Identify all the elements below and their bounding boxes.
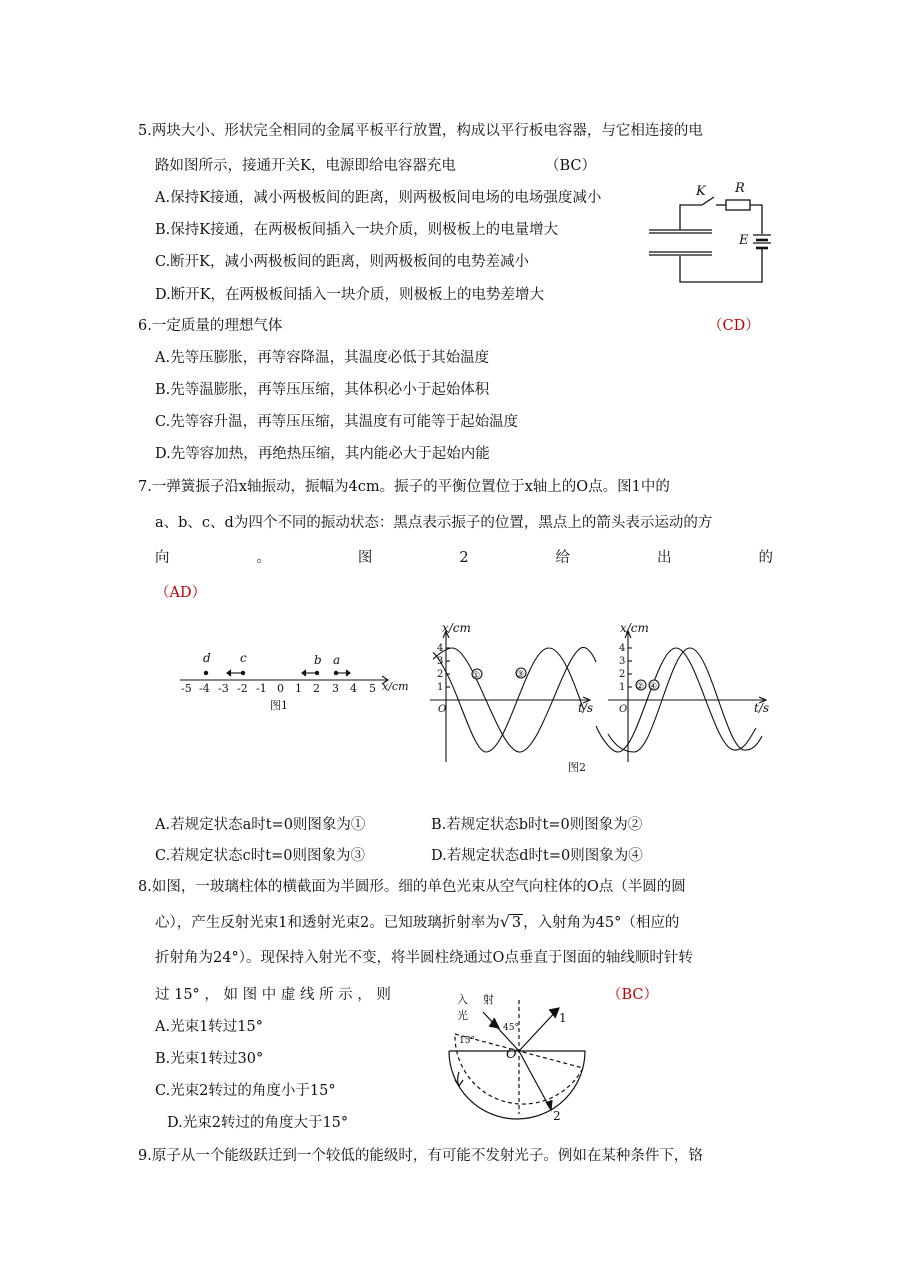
q5-label-e: E — [739, 233, 749, 248]
q7-fig1-caption: 图1 — [270, 699, 288, 712]
q8-option-c: C.光束2转过的角度小于15° — [155, 1083, 336, 1099]
q8-stem-line4: 过 15° ， 如 图 中 虚 线 所 示 ， 则 — [155, 987, 391, 1003]
q7-answer: （AD） — [155, 585, 207, 601]
q7-word: 向 — [155, 550, 170, 566]
q7-fig1-tick: 4 — [350, 682, 357, 695]
q8-answer: （BC） — [607, 987, 659, 1003]
q8-stem-line2-a: 心），产生反射光束1和透射光束2。已知玻璃折射率为 — [155, 915, 500, 931]
q8-label-beam-1: 1 — [559, 1011, 567, 1025]
q8-label-incident-3: 光 — [457, 1009, 468, 1022]
q7-option-a: A.若规定状态a时t=0则图象为① — [155, 817, 366, 833]
q7-word: 2 — [459, 550, 469, 566]
q7-fig1-tick: 5 — [369, 682, 376, 695]
q7-option-d: D.若规定状态d时t=0则图象为④ — [431, 848, 643, 864]
q8-stem-line2-b: ，入射角为45°（相应的 — [523, 915, 680, 931]
q7-option-b: B.若规定状态b时t=0则图象为② — [431, 817, 643, 833]
q7-fig1-point-b: b — [314, 653, 322, 667]
q7-fig1-tick: -5 — [181, 682, 192, 695]
q7-fig2-curve-label-2: ② — [636, 682, 645, 692]
q6-option-a: A.先等压膨胀，再等容降温，其温度必低于其始温度 — [155, 350, 490, 366]
q7-word: 的 — [758, 550, 773, 566]
q8-stem-line2 — [155, 912, 679, 933]
sqrt-value: 3 — [511, 915, 522, 931]
q7-fig2-curve-label-3: ③ — [516, 670, 525, 680]
q8-option-d: D.光束2转过的角度大于15° — [167, 1115, 349, 1131]
q7-fig2-caption: 图2 — [568, 761, 586, 774]
q7-fig2-ylabel-1: x/cm — [442, 621, 471, 635]
q8-semicircle-diagram — [445, 992, 590, 1127]
q7-fig1-tick: 1 — [295, 682, 302, 695]
q7-fig2-xlabel-1: t/s — [578, 701, 594, 715]
q8-option-a: A.光束1转过15° — [155, 1019, 264, 1035]
q6-option-c: C.先等容升温，再等压压缩，其温度有可能等于起始温度 — [155, 414, 519, 430]
q8-label-incident-1: 入 — [457, 993, 468, 1006]
q7-fig2-curve-label-4: ④ — [649, 682, 658, 692]
q7-fig2-ytick: 4 — [437, 643, 444, 654]
q7-fig1-axis-label: x/cm — [382, 680, 409, 693]
q5-label-r: R — [735, 181, 745, 196]
q8-label-center-o: O — [506, 1047, 517, 1062]
q7-fig2-ytick: 3 — [437, 656, 444, 667]
q5-option-b: B.保持K接通，在两极板间插入一块介质，则极板上的电量增大 — [155, 222, 559, 238]
q7-fig1-tick: -1 — [256, 682, 267, 695]
q7-fig2-origin-2: O — [619, 704, 628, 715]
q6-option-d: D.先等容加热，再绝热压缩，其内能必大于起始内能 — [155, 446, 490, 462]
q8-label-incident-2: 射 — [483, 993, 494, 1006]
q6-option-b: B.先等温膨胀，再等压压缩，其体积必小于起始体积 — [155, 382, 490, 398]
q7-fig1-tick: -3 — [218, 682, 229, 695]
q7-stem-line1: 7.一弹簧振子沿x轴振动，振幅为4cm。振子的平衡位置位于x轴上的O点。图1中的 — [138, 479, 670, 495]
q5-option-c: C.断开K，减小两极板间的距离，则两极板间的电势差减小 — [155, 254, 530, 270]
q7-fig1-tick: -2 — [237, 682, 248, 695]
q9-stem-line1: 9.原子从一个能级跃迁到一个较低的能级时，有可能不发射光子。例如在某种条件下，铬 — [138, 1148, 703, 1164]
q7-word: 。 — [256, 550, 271, 566]
q6-stem: 6.一定质量的理想气体 — [138, 318, 283, 334]
q8-label-angle-45: 45° — [503, 1023, 519, 1033]
q7-word: 图 — [357, 550, 373, 566]
q7-fig2-ylabel-2: x/cm — [620, 621, 649, 635]
q7-fig2-graphs — [420, 616, 774, 778]
q5-stem-line1: 5.两块大小、形状完全相同的金属平板平行放置，构成以平行板电容器，与它相连接的电 — [138, 123, 703, 139]
q7-option-c: C.若规定状态c时t=0则图象为③ — [155, 848, 366, 864]
q5-option-d: D.断开K，在两极板间插入一块介质，则极板上的电势差增大 — [155, 287, 545, 303]
q7-fig2-ytick: 4 — [619, 643, 626, 654]
q7-fig2-ytick: 3 — [619, 656, 626, 667]
q7-fig1-number-line — [176, 648, 416, 718]
q7-stem-line3 — [155, 548, 773, 568]
q7-fig2-ytick: 2 — [619, 669, 626, 680]
q7-fig2-origin-1: O — [438, 704, 447, 715]
q7-fig2-xlabel-2: t/s — [754, 701, 770, 715]
q7-fig1-tick: -4 — [199, 682, 210, 695]
q8-stem-line1: 8.如图，一玻璃柱体的横截面为半圆形。细的单色光束从空气向柱体的O点（半圆的圆 — [138, 879, 686, 895]
q8-option-b: B.光束1转过30° — [155, 1051, 264, 1067]
q5-answer: （BC） — [545, 158, 597, 174]
q8-stem-line3: 折射角为24°）。现保持入射光不变，将半圆柱绕通过O点垂直于图面的轴线顺时针转 — [155, 950, 693, 966]
q8-label-angle-15: 15° — [459, 1036, 475, 1046]
q5-stem-line2: 路如图所示，接通开关K，电源即给电容器充电 — [155, 158, 456, 174]
q5-option-a: A.保持K接通，减小两极板间的距离，则两极板间电场的电场强度减小 — [155, 190, 602, 206]
q7-word: 给 — [555, 550, 571, 566]
q7-fig1-tick: 0 — [277, 682, 284, 695]
q5-label-k: K — [696, 184, 706, 199]
sqrt-symbol: √ — [499, 912, 510, 931]
q7-fig1-tick: 2 — [313, 682, 320, 695]
q7-fig1-point-a: a — [333, 653, 341, 667]
q7-word: 出 — [657, 550, 672, 566]
q8-label-beam-2: 2 — [553, 1109, 561, 1123]
q7-fig1-point-c: c — [240, 651, 247, 665]
q5-circuit-diagram — [640, 178, 780, 286]
q7-stem-line2: a、b、c、d为四个不同的振动状态：黑点表示振子的位置，黑点上的箭头表示运动的方 — [155, 515, 713, 531]
q7-fig2-curve-label-1: ① — [472, 671, 481, 681]
q7-fig2-ytick: 1 — [437, 682, 444, 693]
q7-fig2-ytick: 2 — [437, 669, 444, 680]
q6-answer: （CD） — [708, 318, 760, 334]
q7-fig2-ytick: 1 — [619, 682, 626, 693]
q7-fig1-tick: 3 — [332, 682, 339, 695]
q7-fig1-point-d: d — [203, 651, 211, 665]
